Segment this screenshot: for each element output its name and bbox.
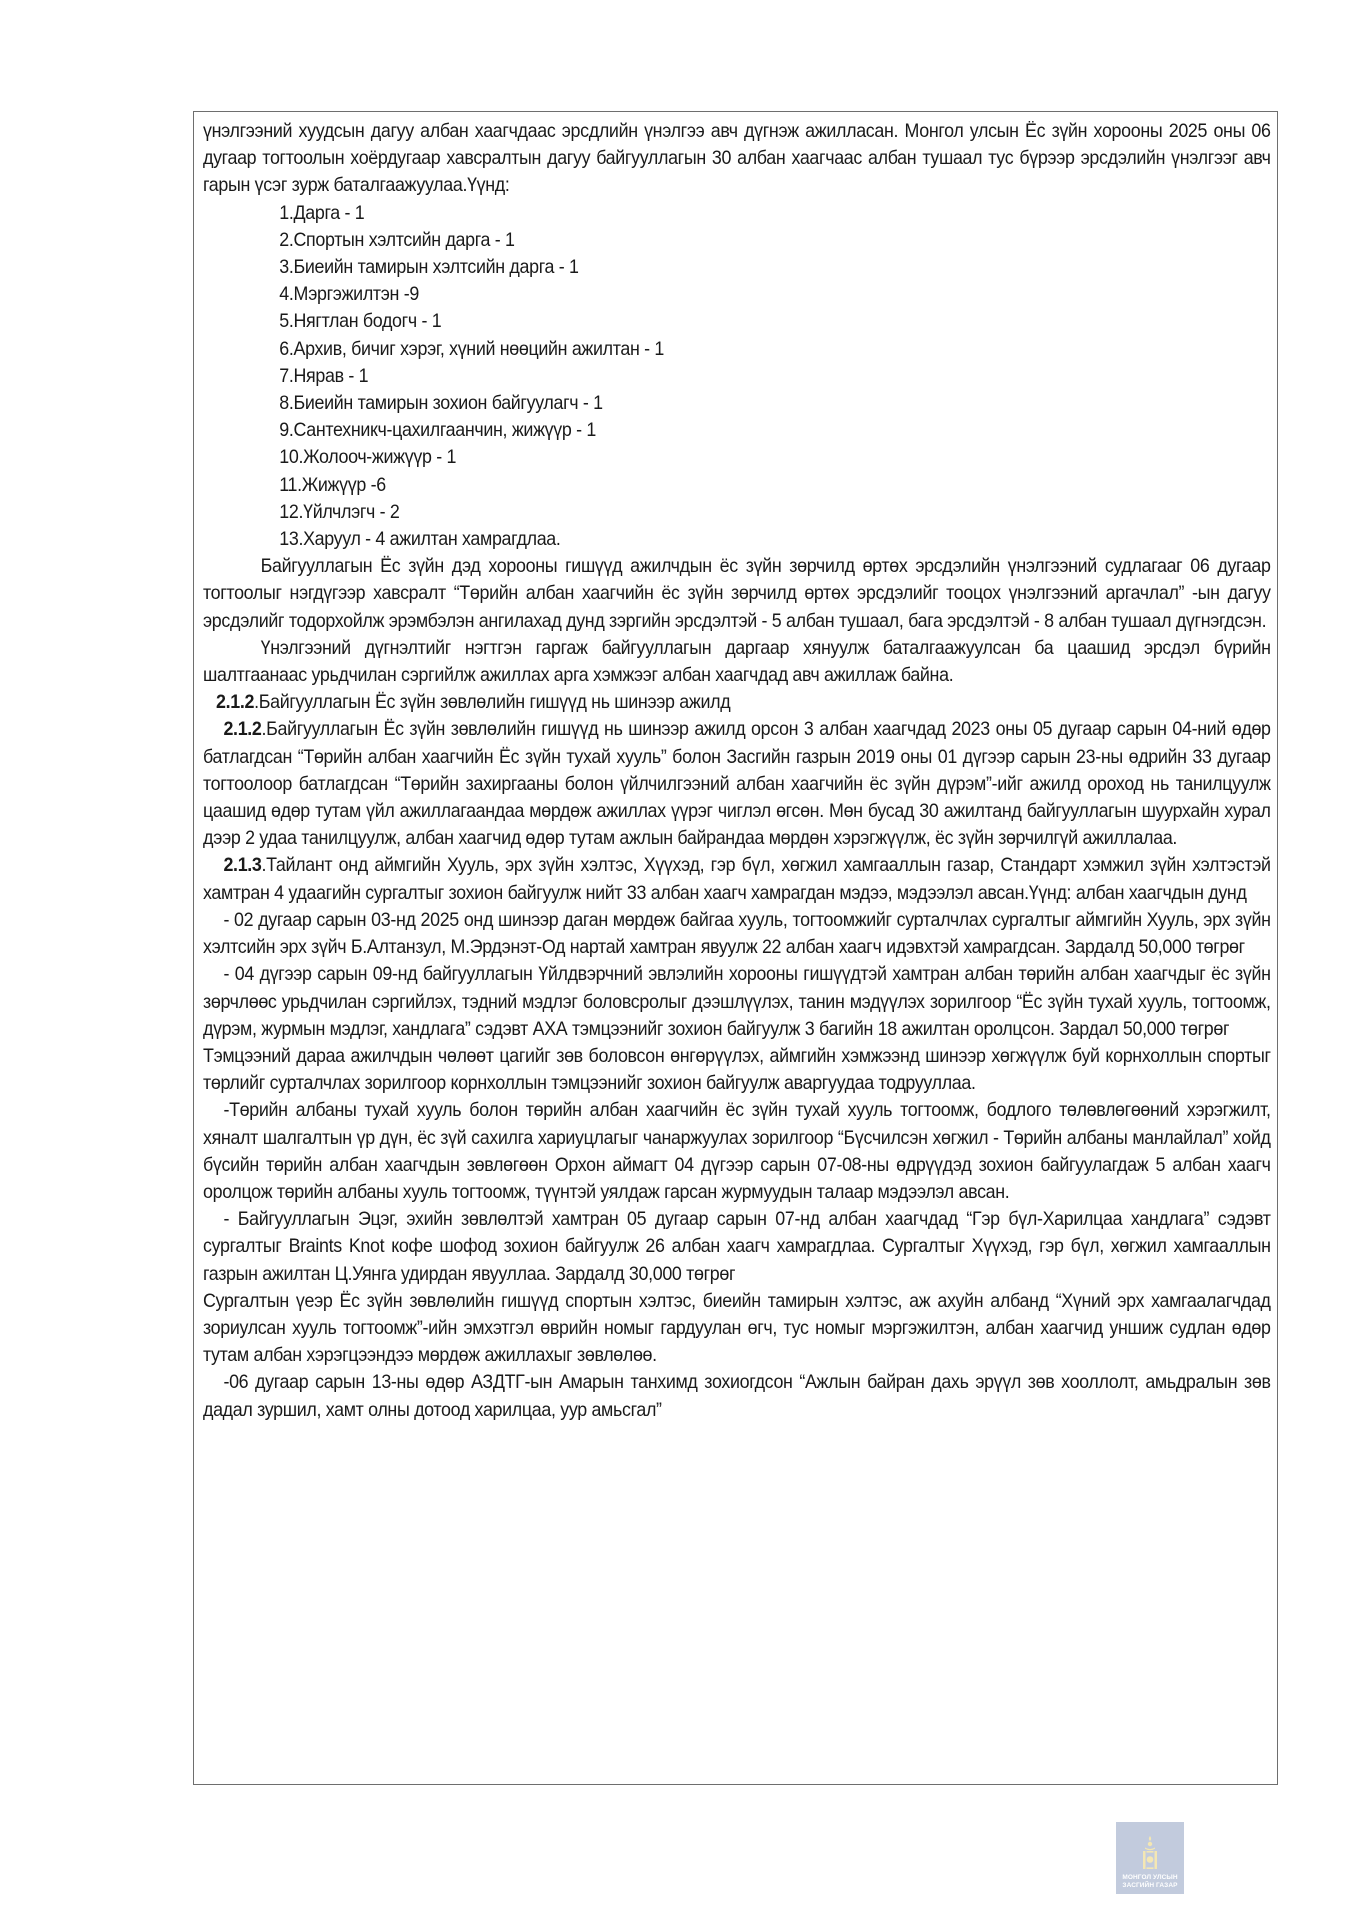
position-list-item: 1.Дарга - 1 — [279, 202, 365, 224]
position-list-item: 9.Сантехникч-цахилгаанчин, жижүүр - 1 — [279, 420, 596, 442]
section-number: 2.1.2 — [216, 692, 255, 714]
logo-text-line1: МОНГОЛ УЛСЫН — [1122, 1874, 1178, 1881]
activity-item-may: - Байгууллагын Эцэг, эхийн зөвлөлтэй хамтран 05 дугаар сарын 07-нд албан хаагчдад “Гэр бүл-Харилцаа хандлага” сэдэвт сургалтыг Braints Knot кофе шофод зохион байгуулж 26 албан хаагч хамрагдлаа. Сургалтыг Хүүхэд, гэр бүл, хөгжил хамгааллын газрын ажилтан Ц.Уянга удирдан явууллаа. Зардалд 30,000 төгрөг — [203, 1209, 1271, 1285]
position-list-item: 3.Биеийн тамирын хэлтсийн дарга - 1 — [279, 257, 579, 279]
section-212-heading — [203, 689, 1271, 716]
activity-item-feb: - 02 дугаар сарын 03-нд 2025 онд шинээр даган мөрдөж байгаа хууль, тогтоомжийг сурталчлах сургалтыг аймгийн Хууль, эрх зүйн хэлтсийн эрх зүйч Б.Алтанзул, М.Эрдэнэт-Од нартай хамтран явуулж 22 албан хаагч идэвхтэй хамрагдсан. Зардалд 50,000 төгрөг — [203, 909, 1271, 959]
activity-item-tournament: Тэмцээний дараа ажилчдын чөлөөт цагийг зөв боловсон өнгөрүүлэх, аймгийн хэмжээнд шинээр хөгжүүлж буй корнхоллын спортыг төрлийг сурталчлах зорилгоор корнхоллын тэмцээнийг зохион байгуулж аваргуудаа тодрууллаа. — [203, 1045, 1271, 1095]
conclusion-paragraph: Үнэлгээний дүгнэлтийг нэгтгэн гаргаж байгууллагын даргаар хянуулж баталгаажуулсан ба цаашид эрсдэл бүрийн шалтгаанаас урьдчилан сэргийлж ажиллах арга хэмжээг албан хаагчдад авч ажиллаж байна. — [203, 637, 1271, 687]
document-body — [203, 118, 1271, 1424]
activity-item-jun: -06 дугаар сарын 13-ны өдөр АЗДТГ-ын Амарын танхимд зохиогдсон “Ажлын байран дахь эрүүл зөв хооллолт, амьдралын зөв дадал зуршил, хамт олны дотоод харилцаа, уур амьсгал” — [203, 1372, 1271, 1421]
section-body-text: .Тайлант онд аймгийн Хууль, эрх зүйн хэлтэс, Хүүхэд, гэр бүл, хөгжил хамгааллын газар, Стандарт хэмжил зүйн хэлтэстэй хамтран 4 удаагийн сургалтыг зохион байгуулж нийт 33 албан хаагч хамрагдан мэдээ, мэдээлэл авсан.Үүнд: албан хаагчдын дунд — [203, 855, 1271, 904]
position-list-item: 7.Нярав - 1 — [279, 365, 369, 387]
position-list-item: 11.Жижүүр -6 — [279, 474, 386, 496]
document-page-frame — [193, 111, 1278, 1785]
position-list-item: 2.Спортын хэлтсийн дарга - 1 — [279, 229, 515, 251]
activity-item-book: Сургалтын үеэр Ёс зүйн зөвлөлийн гишүүд спортын хэлтэс, биеийн тамирын хэлтэс, аж ахуйн албанд “Хүний эрх хамгаалагчдад зориулсан хууль тогтоомж”-ийн эмхэтгэл өврийн номыг гардуулан өгч, тус номыг мэргэжилтэн, албан хаагчид уншиж судлан өдөр тутам албан хэрэгцээндээ мөрдөж ажиллахыг зөвлөлөө. — [203, 1290, 1271, 1367]
intro-paragraph: үнэлгээний хуудсын дагуу албан хаагчдаас эрсдлийн үнэлгээ авч дүгнэж ажилласан. Монгол улсын Ёс зүйн хорооны 2025 оны 06 дугаар тогтоолын хоёрдугаар хавсралтын дагуу байгууллагын 30 албан хаагчаас албан тушаал тус бүрээр эрсдэлийн үнэлгээг авч гарын үсэг зурж баталгаажуулаа.Үүнд: — [203, 121, 1271, 197]
position-list-item: 6.Архив, бичиг хэрэг, хүний нөөцийн ажилтан - 1 — [279, 338, 665, 360]
position-list-item: 4.Мэргэжилтэн -9 — [279, 284, 419, 306]
section-heading-text: .Байгууллагын Ёс зүйн зөвлөлийн гишүүд нь шинээр ажилд — [254, 692, 731, 714]
position-list-item: 5.Нягтлан бодогч - 1 — [279, 311, 442, 333]
position-list — [203, 200, 1271, 554]
section-body-text: .Байгууллагын Ёс зүйн зөвлөлийн гишүүд нь шинээр ажилд орсон 3 албан хаагчдад 2023 оны 05 дугаар сарын 04-ний өдөр батлагдсан “Төрийн албан хаагчийн Ёс зүйн тухай хууль” болон Засгийн газрын 2019 оны 01 дүгээр сарын 23-ны өдрийн 33 дугаар тогтоолоор батлагдсан “Төрийн захиргааны болон үйлчилгээний албан хаагчийн ёс зүйн дүрэм”-ийг ажилд ороход нь танилцуулж цаашид өдөр тутам үйл ажиллагаандаа мөрдөж ажиллах үүрэг чиглэл өгсөн. Мөн бусад 30 ажилтанд байгууллагын шуурхайн хурал дээр 2 удаа танилцуулж, албан хаагчид өдөр тутам ажлын байрандаа мөрдөн хэрэгжүүлж, ёс зүйн зөрчилгүй ажиллалаа. — [203, 719, 1271, 850]
position-list-item: 12.Үйлчлэгч - 2 — [279, 501, 400, 523]
logo-text-line2: ЗАСГИЙН ГАЗАР — [1122, 1882, 1178, 1889]
risk-assessment-paragraph: Байгууллагын Ёс зүйн дэд хорооны гишүүд ажилчдын ёс зүйн зөрчилд өртөх эрсдэлийн үнэлгээний судлагааг 06 дугаар тогтоолыг нэгдүгээр хавсралт “Төрийн албан хаагчийн ёс зүйн зөрчилд өртөх эрсдэлийг тооцох үнэлгээний аргачлал” -ын дагуу эрсдэлийг тодорхойлж эрэмбэлэн ангилахад дунд зэргийн эрсдэлтэй - 5 албан тушаал, бага эрсдэлтэй - 8 албан тушаал дүгнэгдсэн. — [203, 556, 1271, 632]
position-list-item: 8.Биеийн тамирын зохион байгуулагч - 1 — [279, 393, 603, 415]
position-list-item: 10.Жолооч-жижүүр - 1 — [279, 447, 457, 469]
activity-item-orkhon: -Төрийн албаны тухай хууль болон төрийн албан хаагчийн ёс зүйн тухай хууль тогтоомж, бодлого төлөвлөгөөний хэрэгжилт, хяналт шалгалтын үр дүн, ёс зүй сахилга хариуцлагыг чанаржуулах зорилгоор “Бүсчилсэн хөгжил - Төрийн албаны манлайлал” хойд бүсийн төрийн албан хаагчдын зөвлөгөөн Орхон аймагт 04 дүгээр сарын 07-08-ны өдрүүдэд зохион байгуулагдаж 5 албан хаагч оролцож төрийн албаны хууль тогтоомж, түүнтэй уялдаж гарсан журмуудын талаар мэдээлэл авсан. — [203, 1100, 1271, 1203]
position-list-item: 13.Харуул - 4 ажилтан хамрагдлаа. — [279, 529, 561, 551]
section-number: 2.1.2 — [223, 719, 262, 741]
government-logo — [1116, 1822, 1184, 1894]
section-number: 2.1.3 — [223, 855, 262, 877]
section-213-paragraph — [203, 852, 1271, 906]
activity-item-apr: - 04 дүгээр сарын 09-нд байгууллагын Үйлдвэрчний эвлэлийн хорооны гишүүдтэй хамтран албан төрийн албан хаагчдыг ёс зүйн зөрчлөөс урьдчилан сэргийлэх, тэдний мэдлэг боловсролыг дээшлүүлэх, танин мэдүүлэх зорилгоор “Ёс зүйн тухай хууль, тогтоомж, дүрэм, журмын мэдлэг, хандлага” сэдэвт АХА тэмцээнийг зохион байгуулж 3 багийн 18 ажилтан оролцсон. Зардал 50,000 төгрөг — [203, 964, 1271, 1040]
soyombo-emblem-icon — [1142, 1836, 1158, 1870]
section-212-paragraph — [203, 716, 1271, 852]
